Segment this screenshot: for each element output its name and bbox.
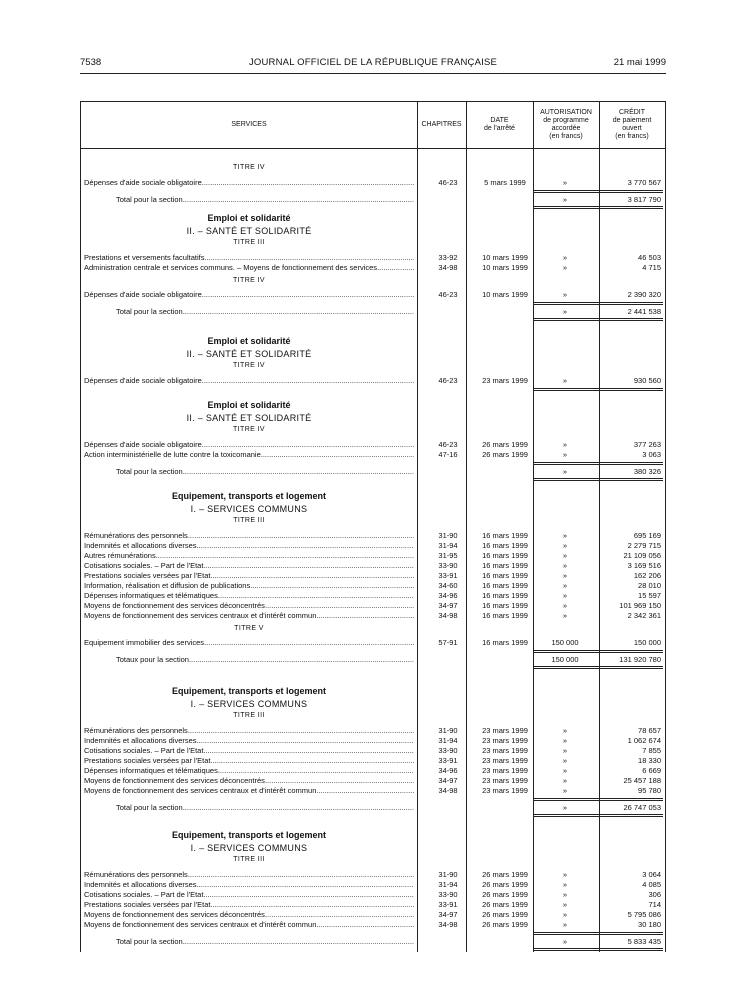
date-cell: 10 mars 1999	[482, 263, 528, 272]
chapitre-cell: 33-91	[438, 571, 458, 580]
credits-table	[80, 101, 666, 952]
section-title: II. – SANTÉ ET SOLIDARITÉ	[186, 226, 312, 236]
ministry-title: Emploi et solidarité	[207, 336, 291, 346]
autorisation-cell: »	[562, 937, 568, 946]
block-rule	[533, 388, 663, 391]
date-cell: 16 mars 1999	[482, 591, 528, 600]
autorisation-cell: »	[562, 541, 568, 550]
date-cell: 16 mars 1999	[482, 611, 528, 620]
credit-cell: 380 326	[633, 467, 661, 476]
block-rule	[533, 478, 663, 481]
date-cell: 16 mars 1999	[482, 571, 528, 580]
service-label: Moyens de fonctionnement des services centraux et d'intérêt commun .....	[84, 920, 414, 930]
credit-cell: 4 715	[642, 263, 661, 272]
column-header-chapitres: CHAPITRES	[421, 121, 462, 128]
service-label: Total pour la section .....	[116, 467, 414, 477]
service-label: Total pour la section .....	[116, 937, 414, 947]
table-row	[81, 890, 665, 900]
chapitre-cell: 46-23	[438, 376, 458, 385]
credit-cell: 5 833 435	[627, 937, 661, 946]
date-cell: 16 mars 1999	[482, 581, 528, 590]
chapitre-cell: 34-96	[438, 591, 458, 600]
chapitre-cell: 34-97	[438, 776, 458, 785]
credit-cell: 306	[648, 890, 661, 899]
date-cell: 26 mars 1999	[482, 900, 528, 909]
titre-heading: TITRE IV	[233, 426, 265, 433]
autorisation-cell: »	[562, 736, 568, 745]
table-row	[81, 920, 665, 930]
service-label: Information, réalisation et diffusion de publications .....	[84, 581, 414, 591]
service-label: Indemnités et allocations diverses .....	[84, 541, 414, 551]
autorisation-cell: »	[562, 910, 568, 919]
table-row	[81, 726, 665, 736]
date-cell: 16 mars 1999	[482, 638, 528, 647]
table-row	[81, 900, 665, 910]
chapitre-cell: 31-90	[438, 726, 458, 735]
issue-date: 21 mai 1999	[613, 57, 666, 68]
table-row	[81, 880, 665, 890]
table-row	[81, 746, 665, 756]
autorisation-cell: »	[562, 581, 568, 590]
autorisation-cell: »	[562, 253, 568, 262]
header-rule	[81, 148, 665, 149]
table-row	[81, 601, 665, 611]
chapitre-cell: 31-90	[438, 531, 458, 540]
table-row	[81, 561, 665, 571]
credit-cell: 28 010	[638, 581, 661, 590]
date-cell: 23 mars 1999	[482, 756, 528, 765]
column-header-autorisation: AUTORISATION de programme accordée (en francs)	[540, 109, 592, 140]
titre-heading: TITRE III	[233, 712, 265, 719]
date-cell: 23 mars 1999	[482, 776, 528, 785]
table-row	[81, 776, 665, 786]
date-cell: 26 mars 1999	[482, 920, 528, 929]
autorisation-cell: »	[562, 561, 568, 570]
total-row	[81, 655, 665, 665]
autorisation-cell: »	[562, 786, 568, 795]
date-cell: 23 mars 1999	[482, 746, 528, 755]
journal-title: JOURNAL OFFICIEL DE LA RÉPUBLIQUE FRANÇAISE	[248, 57, 498, 68]
chapitre-cell: 31-94	[438, 880, 458, 889]
autorisation-cell: »	[562, 601, 568, 610]
service-label: Cotisations sociales. – Part de l'Etat .....	[84, 890, 414, 900]
column-divider	[599, 102, 600, 952]
autorisation-cell: »	[562, 263, 568, 272]
autorisation-cell: »	[562, 195, 568, 204]
chapitre-cell: 33-90	[438, 890, 458, 899]
credit-cell: 2 342 361	[627, 611, 661, 620]
date-cell: 16 mars 1999	[482, 601, 528, 610]
table-row	[81, 786, 665, 796]
block-rule	[533, 666, 663, 669]
ministry-title: Equipement, transports et logement	[171, 830, 327, 840]
chapitre-cell: 31-94	[438, 736, 458, 745]
service-label: Dépenses d'aide sociale obligatoire .....	[84, 178, 414, 188]
chapitre-cell: 57-91	[438, 638, 458, 647]
service-label: Total pour la section .....	[116, 307, 414, 317]
service-label: Autres rémunérations .....	[84, 551, 414, 561]
autorisation-cell: »	[562, 900, 568, 909]
chapitre-cell: 34-98	[438, 920, 458, 929]
autorisation-cell: »	[562, 571, 568, 580]
column-header-credit: CRÉDIT de paiement ouvert (en francs)	[612, 109, 652, 140]
autorisation-cell: »	[562, 726, 568, 735]
credit-cell: 3 770 567	[627, 178, 661, 187]
table-row	[81, 756, 665, 766]
table-row	[81, 178, 665, 188]
table-row	[81, 571, 665, 581]
autorisation-cell: »	[562, 756, 568, 765]
autorisation-cell: »	[562, 611, 568, 620]
ministry-title: Emploi et solidarité	[207, 213, 291, 223]
chapitre-cell: 31-95	[438, 551, 458, 560]
header-rule	[80, 73, 666, 74]
table-row	[81, 591, 665, 601]
credit-cell: 7 855	[642, 746, 661, 755]
date-cell: 16 mars 1999	[482, 561, 528, 570]
table-row	[81, 440, 665, 450]
block-rule	[533, 932, 663, 935]
section-title: I. – SERVICES COMMUNS	[190, 843, 308, 853]
page-header	[80, 57, 666, 71]
service-label: Cotisations sociales. – Part de l'Etat .....	[84, 746, 414, 756]
autorisation-cell: »	[562, 440, 568, 449]
block-rule	[533, 814, 663, 817]
chapitre-cell: 46-23	[438, 290, 458, 299]
credit-cell: 3 063	[642, 450, 661, 459]
table-row	[81, 638, 665, 648]
autorisation-cell: »	[562, 551, 568, 560]
credit-cell: 3 817 790	[627, 195, 661, 204]
autorisation-cell: »	[562, 870, 568, 879]
titre-heading: TITRE IV	[233, 277, 265, 284]
ministry-title: Equipement, transports et logement	[171, 686, 327, 696]
block-rule	[533, 798, 663, 801]
block-rule	[533, 206, 663, 209]
date-cell: 26 mars 1999	[482, 880, 528, 889]
service-label: Rémunérations des personnels .....	[84, 531, 414, 541]
autorisation-cell: »	[562, 376, 568, 385]
service-label: Moyens de fonctionnement des services centraux et d'intérêt commun .....	[84, 611, 414, 621]
date-cell: 23 mars 1999	[482, 786, 528, 795]
section-title: II. – SANTÉ ET SOLIDARITÉ	[186, 413, 312, 423]
table-row	[81, 290, 665, 300]
titre-heading: TITRE III	[233, 517, 265, 524]
service-label: Dépenses informatiques et télématiques .....	[84, 766, 414, 776]
table-row	[81, 263, 665, 273]
chapitre-cell: 34-98	[438, 611, 458, 620]
credit-cell: 1 062 674	[627, 736, 661, 745]
column-divider	[466, 102, 467, 952]
table-row	[81, 910, 665, 920]
credit-cell: 131 920 780	[619, 655, 661, 664]
block-rule	[533, 318, 663, 321]
block-rule	[533, 948, 663, 951]
date-cell: 26 mars 1999	[482, 890, 528, 899]
autorisation-cell: »	[562, 920, 568, 929]
chapitre-cell: 33-91	[438, 756, 458, 765]
chapitre-cell: 34-96	[438, 766, 458, 775]
autorisation-cell: »	[562, 746, 568, 755]
service-label: Indemnités et allocations diverses .....	[84, 736, 414, 746]
credit-cell: 78 657	[638, 726, 661, 735]
autorisation-cell: »	[562, 531, 568, 540]
service-label: Total pour la section .....	[116, 195, 414, 205]
credit-cell: 46 503	[638, 253, 661, 262]
credit-cell: 4 085	[642, 880, 661, 889]
block-rule	[533, 650, 663, 653]
chapitre-cell: 31-94	[438, 541, 458, 550]
chapitre-cell: 34-97	[438, 910, 458, 919]
service-label: Dépenses d'aide sociale obligatoire .....	[84, 440, 414, 450]
total-row	[81, 937, 665, 947]
autorisation-cell: 150 000	[551, 638, 579, 647]
autorisation-cell: »	[562, 766, 568, 775]
table-row	[81, 736, 665, 746]
titre-heading: TITRE IV	[233, 362, 265, 369]
credit-cell: 5 795 086	[627, 910, 661, 919]
chapitre-cell: 34-97	[438, 601, 458, 610]
credit-cell: 26 747 053	[623, 803, 661, 812]
service-label: Prestations sociales versées par l'Etat .....	[84, 900, 414, 910]
autorisation-cell: »	[562, 290, 568, 299]
total-row	[81, 307, 665, 317]
date-cell: 5 mars 1999	[484, 178, 526, 187]
page-number: 7538	[80, 57, 102, 68]
date-cell: 10 mars 1999	[482, 253, 528, 262]
service-label: Moyens de fonctionnement des services déconcentrés .....	[84, 910, 414, 920]
table-row	[81, 766, 665, 776]
table-row	[81, 541, 665, 551]
service-label: Prestations et versements facultatifs .....	[84, 253, 414, 263]
service-label: Total pour la section .....	[116, 803, 414, 813]
credit-cell: 3 064	[642, 870, 661, 879]
date-cell: 26 mars 1999	[482, 910, 528, 919]
total-row	[81, 467, 665, 477]
chapitre-cell: 33-92	[438, 253, 458, 262]
autorisation-cell: 150 000	[551, 655, 579, 664]
chapitre-cell: 46-23	[438, 178, 458, 187]
service-label: Rémunérations des personnels .....	[84, 726, 414, 736]
service-label: Dépenses d'aide sociale obligatoire .....	[84, 290, 414, 300]
chapitre-cell: 33-91	[438, 900, 458, 909]
autorisation-cell: »	[562, 880, 568, 889]
chapitre-cell: 46-23	[438, 440, 458, 449]
date-cell: 23 mars 1999	[482, 726, 528, 735]
autorisation-cell: »	[562, 450, 568, 459]
credit-cell: 18 330	[638, 756, 661, 765]
date-cell: 10 mars 1999	[482, 290, 528, 299]
titre-heading: TITRE V	[234, 625, 264, 632]
column-divider	[417, 102, 418, 952]
credit-cell: 695 169	[633, 531, 661, 540]
total-row	[81, 195, 665, 205]
block-rule	[533, 462, 663, 465]
credit-cell: 377 263	[633, 440, 661, 449]
chapitre-cell: 33-90	[438, 746, 458, 755]
service-label: Administration centrale et services communs. – Moyens de fonctionnement des services .....	[84, 263, 414, 273]
table-row	[81, 376, 665, 386]
table-row	[81, 870, 665, 880]
date-cell: 23 mars 1999	[482, 736, 528, 745]
date-cell: 16 mars 1999	[482, 531, 528, 540]
table-row	[81, 531, 665, 541]
chapitre-cell: 34-98	[438, 263, 458, 272]
credit-cell: 2 279 715	[627, 541, 661, 550]
titre-heading: TITRE III	[233, 239, 265, 246]
service-label: Cotisations sociales. – Part de l'Etat .....	[84, 561, 414, 571]
ministry-title: Emploi et solidarité	[207, 400, 291, 410]
service-label: Prestations sociales versées par l'Etat .....	[84, 571, 414, 581]
service-label: Indemnités et allocations diverses .....	[84, 880, 414, 890]
block-rule	[533, 302, 663, 305]
section-title: II. – SANTÉ ET SOLIDARITÉ	[186, 349, 312, 359]
chapitre-cell: 33-90	[438, 561, 458, 570]
credit-cell: 101 969 150	[619, 601, 661, 610]
credit-cell: 3 169 516	[627, 561, 661, 570]
chapitre-cell: 47-16	[438, 450, 458, 459]
autorisation-cell: »	[562, 178, 568, 187]
table-row	[81, 450, 665, 460]
service-label: Moyens de fonctionnement des services déconcentrés .....	[84, 601, 414, 611]
autorisation-cell: »	[562, 307, 568, 316]
service-label: Dépenses d'aide sociale obligatoire .....	[84, 376, 414, 386]
date-cell: 26 mars 1999	[482, 440, 528, 449]
date-cell: 23 mars 1999	[482, 766, 528, 775]
credit-cell: 30 180	[638, 920, 661, 929]
credit-cell: 95 780	[638, 786, 661, 795]
credit-cell: 6 669	[642, 766, 661, 775]
date-cell: 26 mars 1999	[482, 870, 528, 879]
autorisation-cell: »	[562, 467, 568, 476]
section-title: I. – SERVICES COMMUNS	[190, 699, 308, 709]
credit-cell: 714	[648, 900, 661, 909]
credit-cell: 25 457 188	[623, 776, 661, 785]
table-row	[81, 581, 665, 591]
table-row	[81, 253, 665, 263]
service-label: Equipement immobilier des services .....	[84, 638, 414, 648]
chapitre-cell: 34-60	[438, 581, 458, 590]
autorisation-cell: »	[562, 776, 568, 785]
chapitre-cell: 31-90	[438, 870, 458, 879]
credit-cell: 15 597	[638, 591, 661, 600]
autorisation-cell: »	[562, 890, 568, 899]
date-cell: 16 mars 1999	[482, 551, 528, 560]
service-label: Totaux pour la section .....	[116, 655, 414, 665]
service-label: Action interministérielle de lutte contre la toxicomanie .....	[84, 450, 414, 460]
autorisation-cell: »	[562, 591, 568, 600]
credit-cell: 150 000	[633, 638, 661, 647]
credit-cell: 162 206	[633, 571, 661, 580]
service-label: Dépenses informatiques et télématiques .....	[84, 591, 414, 601]
titre-heading: TITRE IV	[233, 164, 265, 171]
date-cell: 26 mars 1999	[482, 450, 528, 459]
date-cell: 16 mars 1999	[482, 541, 528, 550]
section-title: I. – SERVICES COMMUNS	[190, 504, 308, 514]
credit-cell: 930 560	[633, 376, 661, 385]
service-label: Moyens de fonctionnement des services centraux et d'intérêt commun .....	[84, 786, 414, 796]
total-row	[81, 803, 665, 813]
table-row	[81, 611, 665, 621]
credit-cell: 21 109 056	[623, 551, 661, 560]
chapitre-cell: 34-98	[438, 786, 458, 795]
service-label: Moyens de fonctionnement des services déconcentrés .....	[84, 776, 414, 786]
service-label: Prestations sociales versées par l'Etat .....	[84, 756, 414, 766]
credit-cell: 2 441 538	[627, 307, 661, 316]
credit-cell: 2 390 320	[627, 290, 661, 299]
service-label: Rémunérations des personnels .....	[84, 870, 414, 880]
titre-heading: TITRE III	[233, 856, 265, 863]
date-cell: 23 mars 1999	[482, 376, 528, 385]
column-divider	[533, 102, 534, 952]
table-row	[81, 551, 665, 561]
autorisation-cell: »	[562, 803, 568, 812]
column-header-services: SERVICES	[231, 121, 267, 128]
block-rule	[533, 190, 663, 193]
column-header-date: DATE de l'arrêté	[484, 117, 515, 132]
ministry-title: Equipement, transports et logement	[171, 491, 327, 501]
